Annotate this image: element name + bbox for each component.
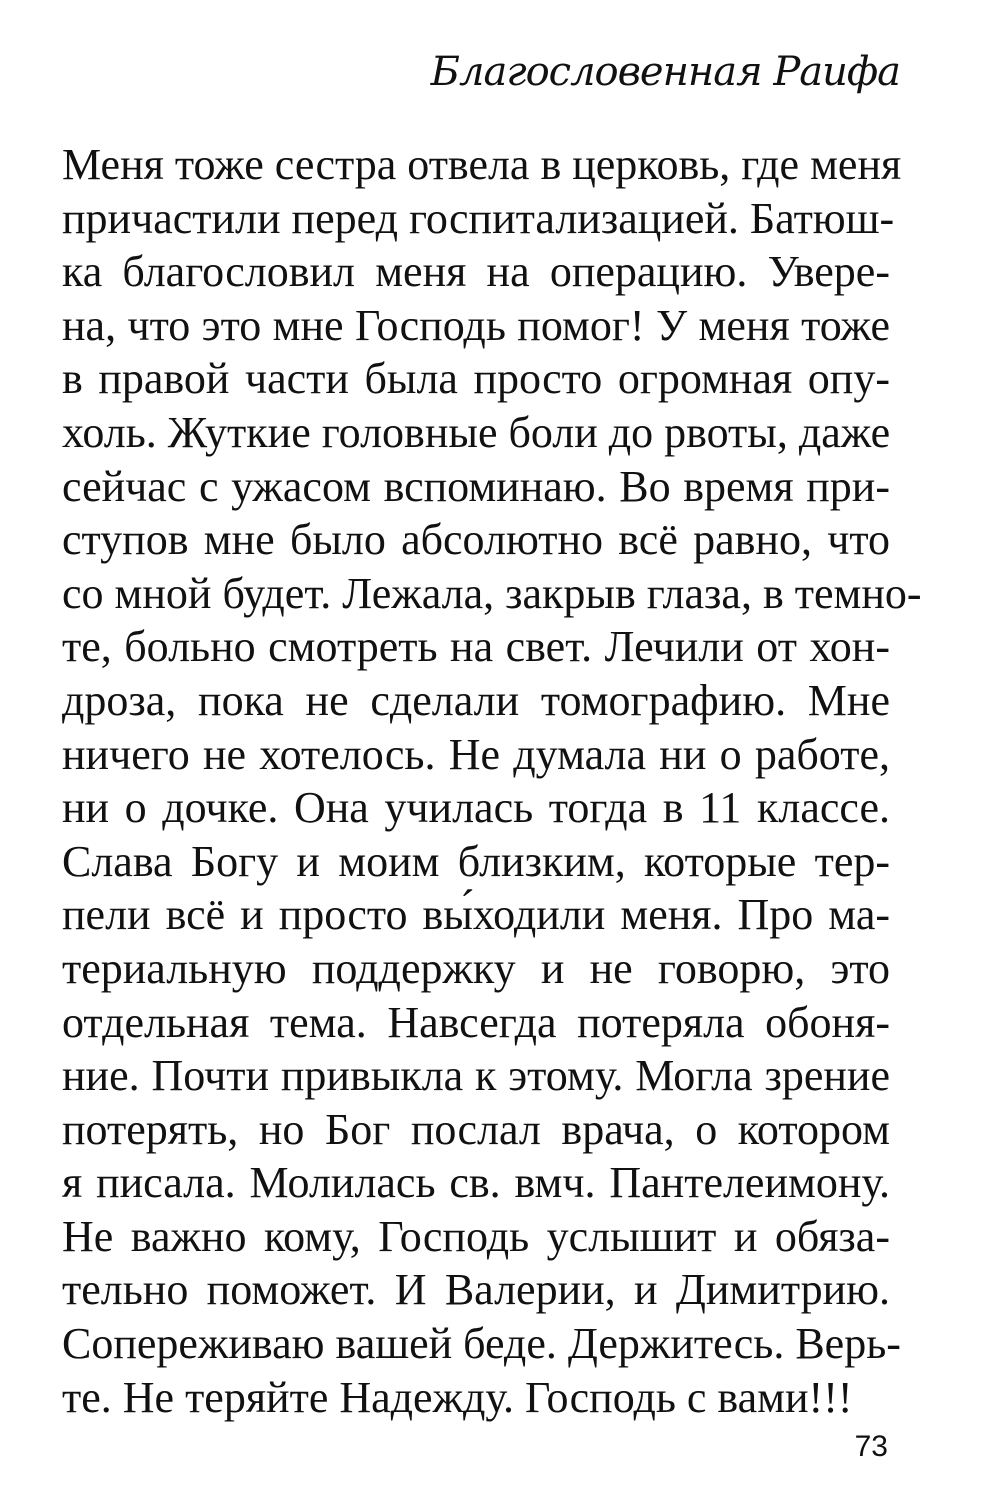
text-line: ние. Почти привыкла к этому. Могла зрение bbox=[62, 1051, 890, 1101]
text-line: териальную поддержку и не говорю, это bbox=[62, 943, 890, 993]
text-line: холь. Жуткие головные боли до рвоты, даже bbox=[62, 407, 891, 457]
text-line: Слава Богу и моим близким, которые тер- bbox=[62, 836, 890, 886]
text-line: на, что это мне Господь помог! У меня тоже bbox=[62, 300, 890, 350]
text-line: Меня тоже сестра отвела в церковь, где меня bbox=[62, 140, 902, 189]
running-header: Благословенная Раифа bbox=[430, 49, 900, 95]
text-line: Не важно кому, Господь услышит и обяза- bbox=[62, 1211, 890, 1261]
text-line: причастили перед госпитализацией. Батюш- bbox=[62, 193, 895, 243]
text-line: пели всё и просто вы́ходили меня. Про ма- bbox=[62, 890, 890, 940]
text-line: дроза, пока не сделали томографию. Мне bbox=[62, 675, 890, 725]
text-line: потерять, но Бог послал врача, о котором bbox=[62, 1104, 890, 1154]
text-line: тельно поможет. И Валерии, и Димитрию. bbox=[62, 1265, 890, 1315]
body-text bbox=[62, 138, 922, 1424]
text-line: те. Не теряйте Надежду. Господь с вами!!! bbox=[62, 1372, 853, 1422]
text-line: ка благословил меня на операцию. Увере- bbox=[62, 247, 890, 297]
text-line: ступов мне было абсолютно всё равно, что bbox=[62, 515, 890, 565]
text-line: в правой части была просто огромная опу- bbox=[62, 354, 890, 404]
text-line: ни о дочке. Она училась тогда в 11 классе. bbox=[62, 783, 890, 833]
text-line: ничего не хотелось. Не думала ни о работе, bbox=[62, 729, 890, 779]
text-line: отдельная тема. Навсегда потеряла обоня- bbox=[62, 997, 890, 1047]
text-line: те, больно смотреть на свет. Лечили от хон- bbox=[62, 622, 890, 672]
page-number: 73 bbox=[854, 1430, 888, 1463]
text-line: сейчас с ужасом вспоминаю. Во время при- bbox=[62, 461, 890, 511]
text-line: со мной будет. Лежала, закрыв глаза, в темно- bbox=[62, 568, 922, 618]
text-line: я писала. Молилась св. вмч. Пантелеимону. bbox=[62, 1158, 890, 1208]
text-line: Сопереживаю вашей беде. Держитесь. Верь- bbox=[62, 1319, 901, 1369]
